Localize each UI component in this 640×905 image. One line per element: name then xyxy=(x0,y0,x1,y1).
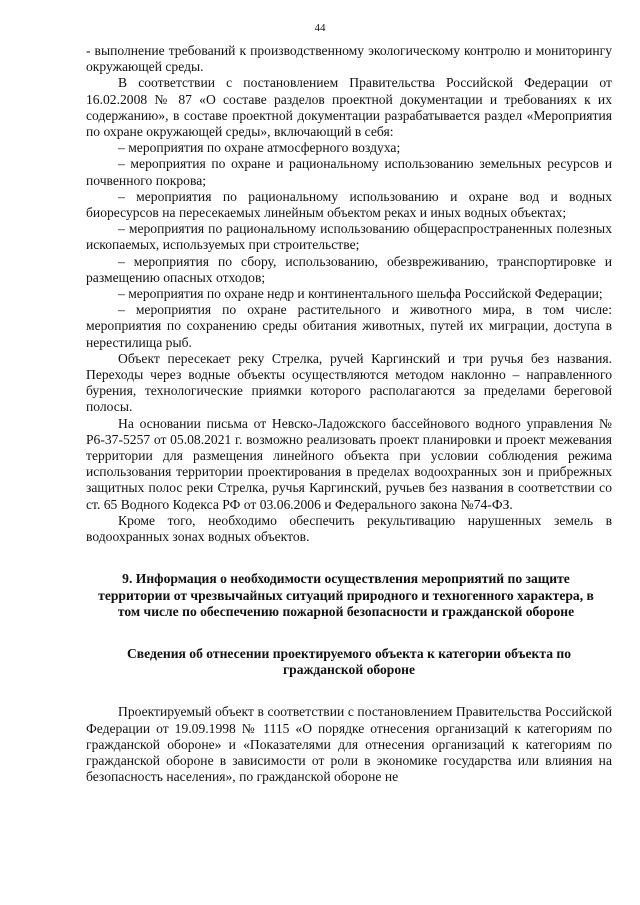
page-number: 44 xyxy=(314,22,326,34)
paragraph: - выполнение требований к производственному экологическому контролю и мониторингу окружающей среды. xyxy=(86,43,612,75)
paragraph: На основании письма от Невско-Ладожского бассейнового водного управления № Р6-37-5257 от 05.08.2021 г. возможно реализовать проект планировки и проект межевания территории для размещения линейного объекта при условии соблюдения режима использования территории проектирования в пределах водоохранных зон и прибрежных защитных полос реки Стрелка, ручья Каргинский, ручьев без названия в соответствии со ст. 65 Водного Кодекса РФ от 03.06.2006 и Федерального закона №74-ФЗ. xyxy=(86,415,612,512)
list-item: – мероприятия по охране и рациональному использованию земельных ресурсов и почвенного покрова; xyxy=(86,156,612,188)
body-text-top xyxy=(86,43,612,545)
list-item: – мероприятия по охране атмосферного воздуха; xyxy=(118,140,401,156)
subsection-heading: Сведения об отнесении проектируемого объекта к категории объекта по гражданской обороне xyxy=(126,645,572,678)
paragraph: Объект пересекает реку Стрелка, ручей Каргинский и три ручья без названия. Переходы через водные объекты осуществляются методом наклонно – направленного бурения, технологические приямки которого располагаются за пределами береговой полосы. xyxy=(86,350,612,415)
paragraph: Проектируемый объект в соответствии с постановлением Правительства Российской Федерации от 19.09.1998 № 1115 «О порядке отнесения организаций к категориям по гражданской обороне» и «Показателями для отнесения организаций к категориям по гражданской обороне в зависимости от роли в экономике государства или влияния на безопасность населения», по гражданской обороне не xyxy=(86,704,612,785)
paragraph: Кроме того, необходимо обеспечить рекультивацию нарушенных земель в водоохранных зонах водных объектов. xyxy=(86,512,612,545)
section-heading: 9. Информация о необходимости осуществления мероприятий по защите территории от чрезвычайных ситуаций природного и техногенного характера, в том числе по обеспечению пожарной безопасности и гражданской обороне xyxy=(98,571,594,619)
paragraph: В соответствии с постановлением Правительства Российской Федерации от 16.02.2008 № 87 «О составе разделов проектной документации и требованиях к их содержанию», в составе проектной документации разрабатывается раздел «Мероприятия по охране окружающей среды», включающий в себя: xyxy=(86,75,612,140)
list-item: – мероприятия по рациональному использованию общераспространенных полезных ископаемых, используемых при строительстве; xyxy=(86,221,612,253)
list-item: – мероприятия по рациональному использованию и охране вод и водных биоресурсов на пересекаемых линейным объектом реках и иных водных объектах; xyxy=(86,188,612,221)
list-item: – мероприятия по охране растительного и животного мира, в том числе: мероприятия по сохранению среды обитания животных, путей их миграции, доступа в нерестилища рыб. xyxy=(86,302,612,350)
list-item: – мероприятия по сбору, использованию, обезвреживанию, транспортировке и размещению опасных отходов; xyxy=(86,253,612,285)
list-item: – мероприятия по охране недр и континентального шельфа Российской Федерации; xyxy=(118,286,603,302)
